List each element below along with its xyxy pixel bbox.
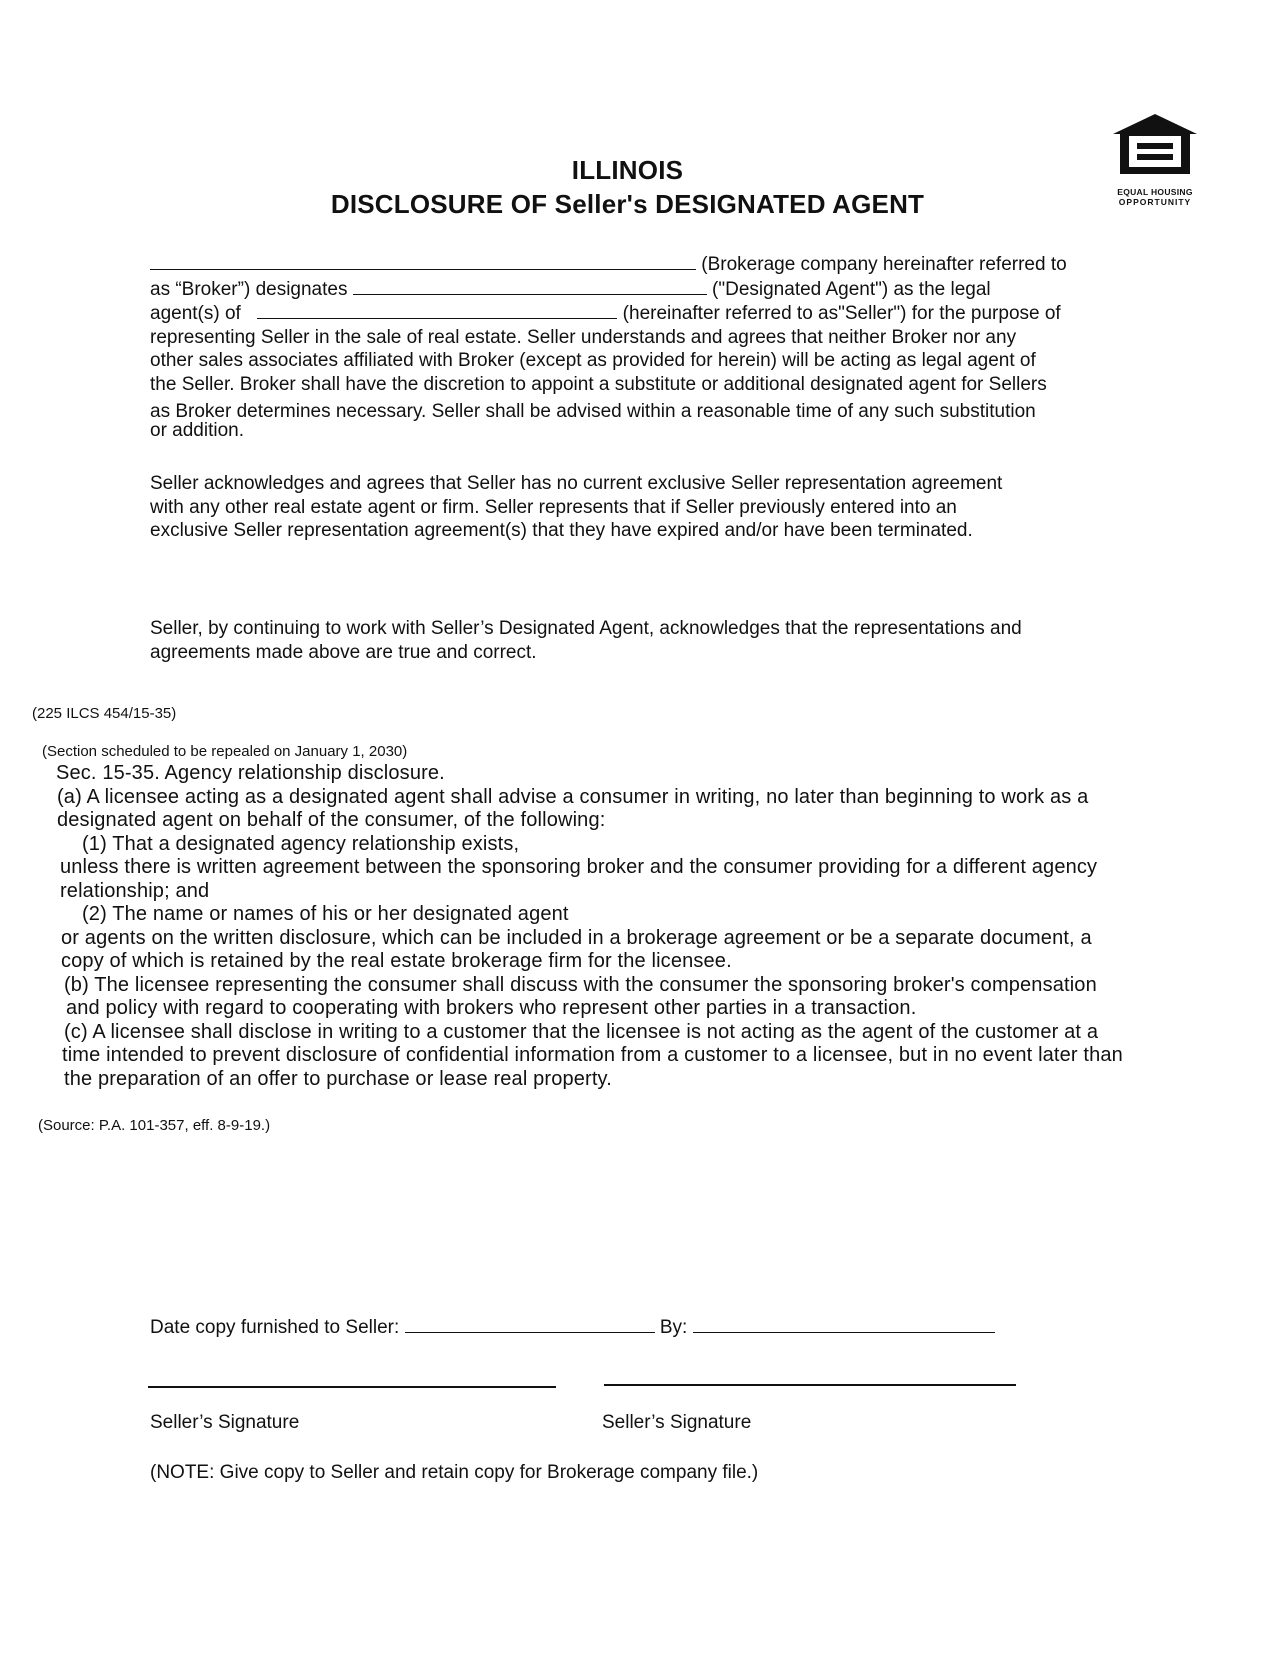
logo-text-1: EQUAL HOUSING [1117,187,1193,197]
statute-source: (Source: P.A. 101-357, eff. 8-9-19.) [38,1117,271,1134]
date-furnished-label: Date copy furnished to Seller: [150,1317,400,1338]
designation-paragraph [150,252,1150,442]
document-title: DISCLOSURE OF Seller's DESIGNATED AGENT [330,189,925,219]
statute-c-line-2: time intended to prevent disclosure of confidential information from a customer to a licensee, but in no event later than [62,1044,1123,1066]
continuing-paragraph [150,617,1150,664]
statute-c-line-1: (c) A licensee shall disclose in writing to a customer that the licensee is not acting as the agent of the customer at a [64,1020,1099,1043]
statute-text [52,762,1252,1091]
seller-name-field[interactable] [257,301,617,319]
statute-a1-line-2: unless there is written agreement between the sponsoring broker and the consumer providing for a different agency [60,856,1098,878]
statute-a1-line-1: (1) That a designated agency relationship exists, [82,832,520,855]
designation-line-2: as “Broker”) designates ("Designated Agent") as the legal [150,278,991,300]
by-field[interactable] [693,1315,995,1333]
document-state: ILLINOIS [571,155,684,185]
statute-b-line-1: (b) The licensee representing the consumer shall discuss with the consumer the sponsoring broker's compensation [64,973,1097,996]
acknowledgment-paragraph [150,472,1150,543]
designation-line-6: the Seller. Broker shall have the discretion to appoint a substitute or additional designated agent for Sellers [150,373,1047,395]
seller-signature-line-1[interactable] [148,1386,556,1388]
statute-a2-line-3: copy of which is retained by the real estate brokerage firm for the licensee. [61,950,732,972]
acknowledgment-line-1: Seller acknowledges and agrees that Seller has no current exclusive Seller representation agreement [150,473,1003,494]
continuing-line-1: Seller, by continuing to work with Seller’s Designated Agent, acknowledges that the representations and [150,618,1022,639]
statute-a-line-1: (a) A licensee acting as a designated agent shall advise a consumer in writing, no later than beginning to work as a [57,785,1089,808]
seller-signature-label-1: Seller’s Signature [150,1412,300,1433]
footer-note: (NOTE: Give copy to Seller and retain copy for Brokerage company file.) [150,1462,759,1483]
designation-line-1: (Brokerage company hereinafter referred to [150,252,1150,277]
statute-a1-line-3: relationship; and [60,879,210,902]
statute-a-line-2: designated agent on behalf of the consumer, of the following: [57,809,606,831]
designation-line-5: other sales associates affiliated with Broker (except as provided for herein) will be acting as legal agent of [150,350,1036,371]
statute-citation: (225 ILCS 454/15-35) [32,705,177,722]
designation-line-4: representing Seller in the sale of real estate. Seller understands and agrees that neither Broker nor any [150,326,1017,348]
brokerage-company-field[interactable] [150,252,696,270]
designated-agent-field[interactable] [353,277,707,295]
designation-line-3: agent(s) of (hereinafter referred to as"Seller") for the purpose of [150,303,1061,324]
statute-c-line-3: the preparation of an offer to purchase or lease real property. [64,1067,612,1090]
section-title: Sec. 15-35. Agency relationship disclosure. [56,762,445,784]
repeal-note: (Section scheduled to be repealed on January 1, 2030) [42,743,408,760]
statute-b-line-2: and policy with regard to cooperating with brokers who represent other parties in a transaction. [66,997,917,1019]
continuing-line-2: agreements made above are true and correct. [150,641,537,663]
acknowledgment-line-2: with any other real estate agent or firm. Seller represents that if Seller previously entered into an [150,496,957,518]
seller-signature-line-2[interactable] [604,1384,1016,1386]
seller-signature-label-2: Seller’s Signature [602,1412,752,1433]
acknowledgment-line-3: exclusive Seller representation agreement(s) that they have expired and/or have been terminated. [150,520,973,541]
designation-line-7: as Broker determines necessary. Seller shall be advised within a reasonable time of any such substitution [150,401,1036,422]
statute-a2-line-1: (2) The name or names of his or her designated agent [82,903,569,925]
logo-text-2: OPPORTUNITY [1118,197,1192,207]
by-label: By: [659,1317,688,1338]
designation-line-8: or addition. [150,419,245,441]
date-furnished-row [150,1315,1050,1340]
statute-a2-line-2: or agents on the written disclosure, which can be included in a brokerage agreement or be a separate document, a [61,926,1092,949]
date-furnished-field[interactable] [405,1315,655,1333]
